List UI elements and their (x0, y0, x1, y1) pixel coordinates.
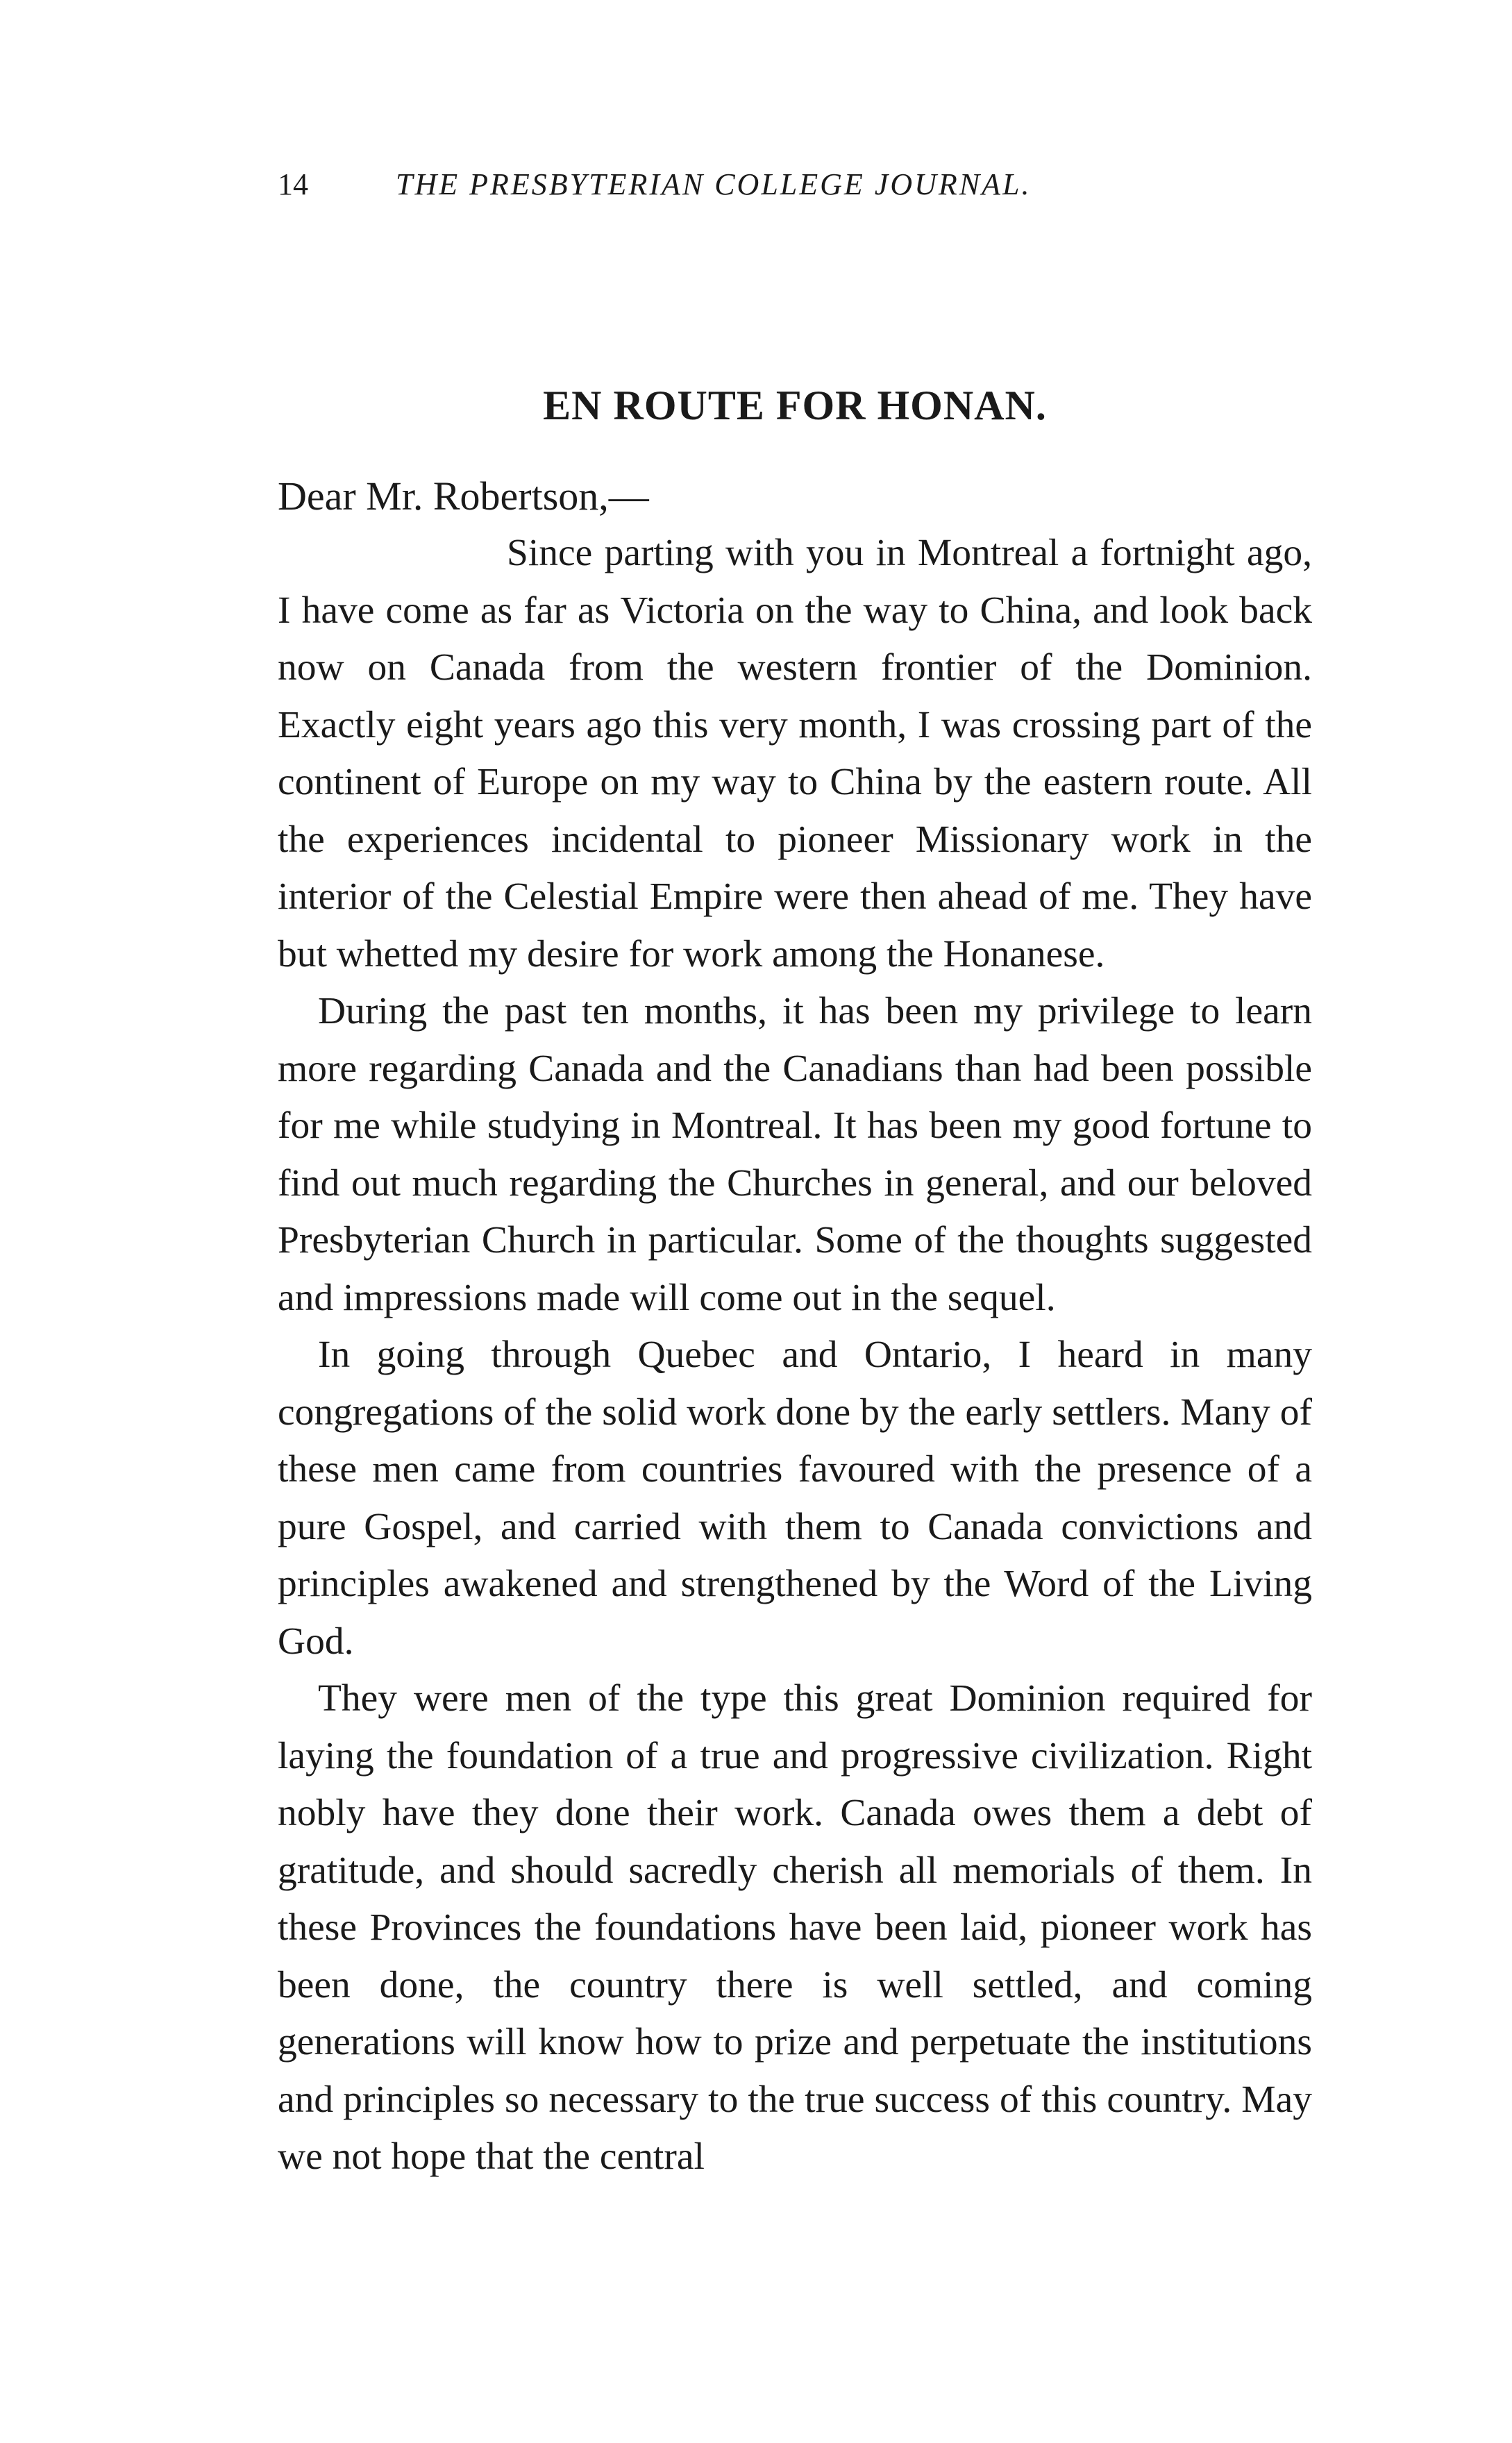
journal-title: THE PRESBYTERIAN COLLEGE JOURNAL. (396, 167, 1032, 201)
paragraph-3: In going through Quebec and Ontario, I heard in many congregations of the solid work done by the early settlers. Many of these men came from countries favoured with the presence of a pure Gospel, and carried with them to Canada convictions and principles awakened and strengthened by the Word of the Living God. (278, 1334, 1312, 1663)
page-number: 14 (278, 167, 308, 201)
running-head (278, 167, 1312, 208)
article-title: EN ROUTE FOR HONAN. (543, 383, 1047, 428)
paragraph-2: During the past ten months, it has been my privilege to learn more regarding Canada and the Canadians than had been possible for me while studying in Montreal. It has been my good fortune to find out much regarding the Churches in general, and our beloved Presbyterian Church in particular. Some of the thoughts suggested and impressions made will come out in the sequel. (278, 990, 1312, 1319)
page (278, 167, 1312, 2186)
salutation: Dear Mr. Robertson,— (278, 473, 649, 519)
paragraph-4: They were men of the type this great Dominion required for laying the foundation of a true and progressive civilization. Right nobly have they done their work. Canada owes them a debt of gratitude, and should sacredly cherish all memorials of them. In these Provinces the foundations have been laid, pioneer work has been done, the country there is well settled, and coming generations will know how to prize and perpetuate the institutions and principles so necessary to the true success of this country. May we not hope that the central (278, 1677, 1312, 2178)
paragraph-1: Since parting with you in Montreal a fortnight ago, I have come as far as Victoria on the way to China, and look back now on Canada from the western frontier of the Dominion. Exactly eight years ago this very month, I was crossing part of the continent of Europe on my way to China by the eastern route. All the experiences incidental to pioneer Missionary work in the interior of the Celestial Empire were then ahead of me. They have but whetted my desire for work among the Honanese. (278, 532, 1312, 975)
